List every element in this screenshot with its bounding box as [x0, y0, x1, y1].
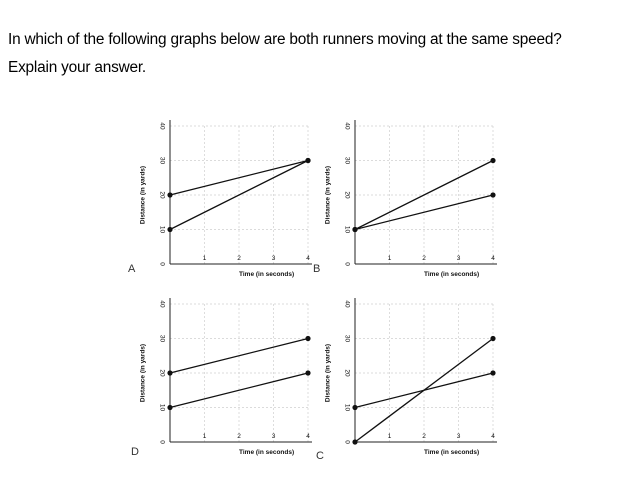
x-axis-label: Time (in seconds) — [239, 449, 295, 456]
x-tick-label: 3 — [456, 255, 461, 262]
data-point — [352, 439, 357, 444]
y-tick-label: 20 — [343, 191, 351, 199]
x-tick-label: 4 — [491, 255, 495, 262]
data-point — [167, 370, 172, 375]
series-line-2 — [170, 373, 308, 408]
graph-b — [305, 112, 505, 287]
x-tick-label: 1 — [202, 255, 207, 262]
y-tick-label: 0 — [158, 440, 166, 444]
x-tick-label: 2 — [422, 433, 426, 440]
series-line-1 — [170, 161, 308, 196]
graph-c — [120, 290, 320, 465]
y-tick-label: 30 — [158, 156, 166, 165]
x-tick-label: 3 — [271, 433, 276, 440]
data-point — [352, 405, 357, 410]
series-line-2 — [355, 373, 493, 408]
y-tick-label: 40 — [343, 122, 351, 130]
x-tick-label: 1 — [387, 255, 392, 262]
x-tick-label: 4 — [306, 255, 310, 262]
data-point — [167, 405, 172, 410]
y-tick-label: 40 — [343, 300, 351, 308]
x-tick-label: 4 — [491, 433, 495, 440]
data-point — [490, 370, 495, 375]
data-point — [167, 227, 172, 232]
y-tick-label: 30 — [343, 334, 351, 343]
x-tick-label: 3 — [271, 255, 276, 262]
series-line-1 — [170, 339, 308, 374]
x-tick-label: 2 — [422, 255, 426, 262]
x-axis-label: Time (in seconds) — [424, 271, 480, 278]
panel-label-b: B — [313, 263, 321, 275]
y-tick-label: 20 — [158, 369, 166, 377]
panel-label-a: A — [128, 263, 136, 275]
question-line-1: In which of the following graphs below are both runners moving at the same speed? — [8, 31, 562, 48]
y-tick-label: 10 — [343, 403, 351, 412]
y-tick-label: 10 — [158, 225, 166, 234]
x-axis-label: Time (in seconds) — [424, 449, 480, 456]
panel-label-c: C — [316, 450, 324, 462]
y-tick-label: 40 — [158, 122, 166, 130]
data-point — [352, 227, 357, 232]
data-point — [490, 158, 495, 163]
y-tick-label: 30 — [158, 334, 166, 343]
x-tick-label: 2 — [237, 433, 241, 440]
graph-d — [305, 290, 505, 465]
y-tick-label: 30 — [343, 156, 351, 165]
data-point — [490, 192, 495, 197]
y-tick-label: 10 — [158, 403, 166, 412]
y-axis-label: Distance (in yards) — [324, 165, 332, 225]
y-tick-label: 20 — [343, 369, 351, 377]
y-tick-label: 40 — [158, 300, 166, 308]
x-tick-label: 3 — [456, 433, 461, 440]
series-line-2 — [355, 195, 493, 230]
data-point — [490, 336, 495, 341]
question-text — [8, 26, 633, 82]
y-axis-label: Distance (in yards) — [139, 165, 147, 225]
y-axis-label: Distance (in yards) — [324, 343, 332, 403]
panel-label-d: D — [131, 446, 139, 458]
x-tick-label: 1 — [202, 433, 207, 440]
y-tick-label: 0 — [343, 262, 351, 266]
question-line-2: Explain your answer. — [8, 59, 147, 76]
y-tick-label: 0 — [343, 440, 351, 444]
y-tick-label: 20 — [158, 191, 166, 199]
y-tick-label: 0 — [158, 262, 166, 266]
x-tick-label: 2 — [237, 255, 241, 262]
data-point — [167, 192, 172, 197]
y-tick-label: 10 — [343, 225, 351, 234]
x-tick-label: 4 — [306, 433, 310, 440]
x-tick-label: 1 — [387, 433, 392, 440]
graph-a — [120, 112, 320, 287]
y-axis-label: Distance (in yards) — [139, 343, 147, 403]
x-axis-label: Time (in seconds) — [239, 271, 295, 278]
